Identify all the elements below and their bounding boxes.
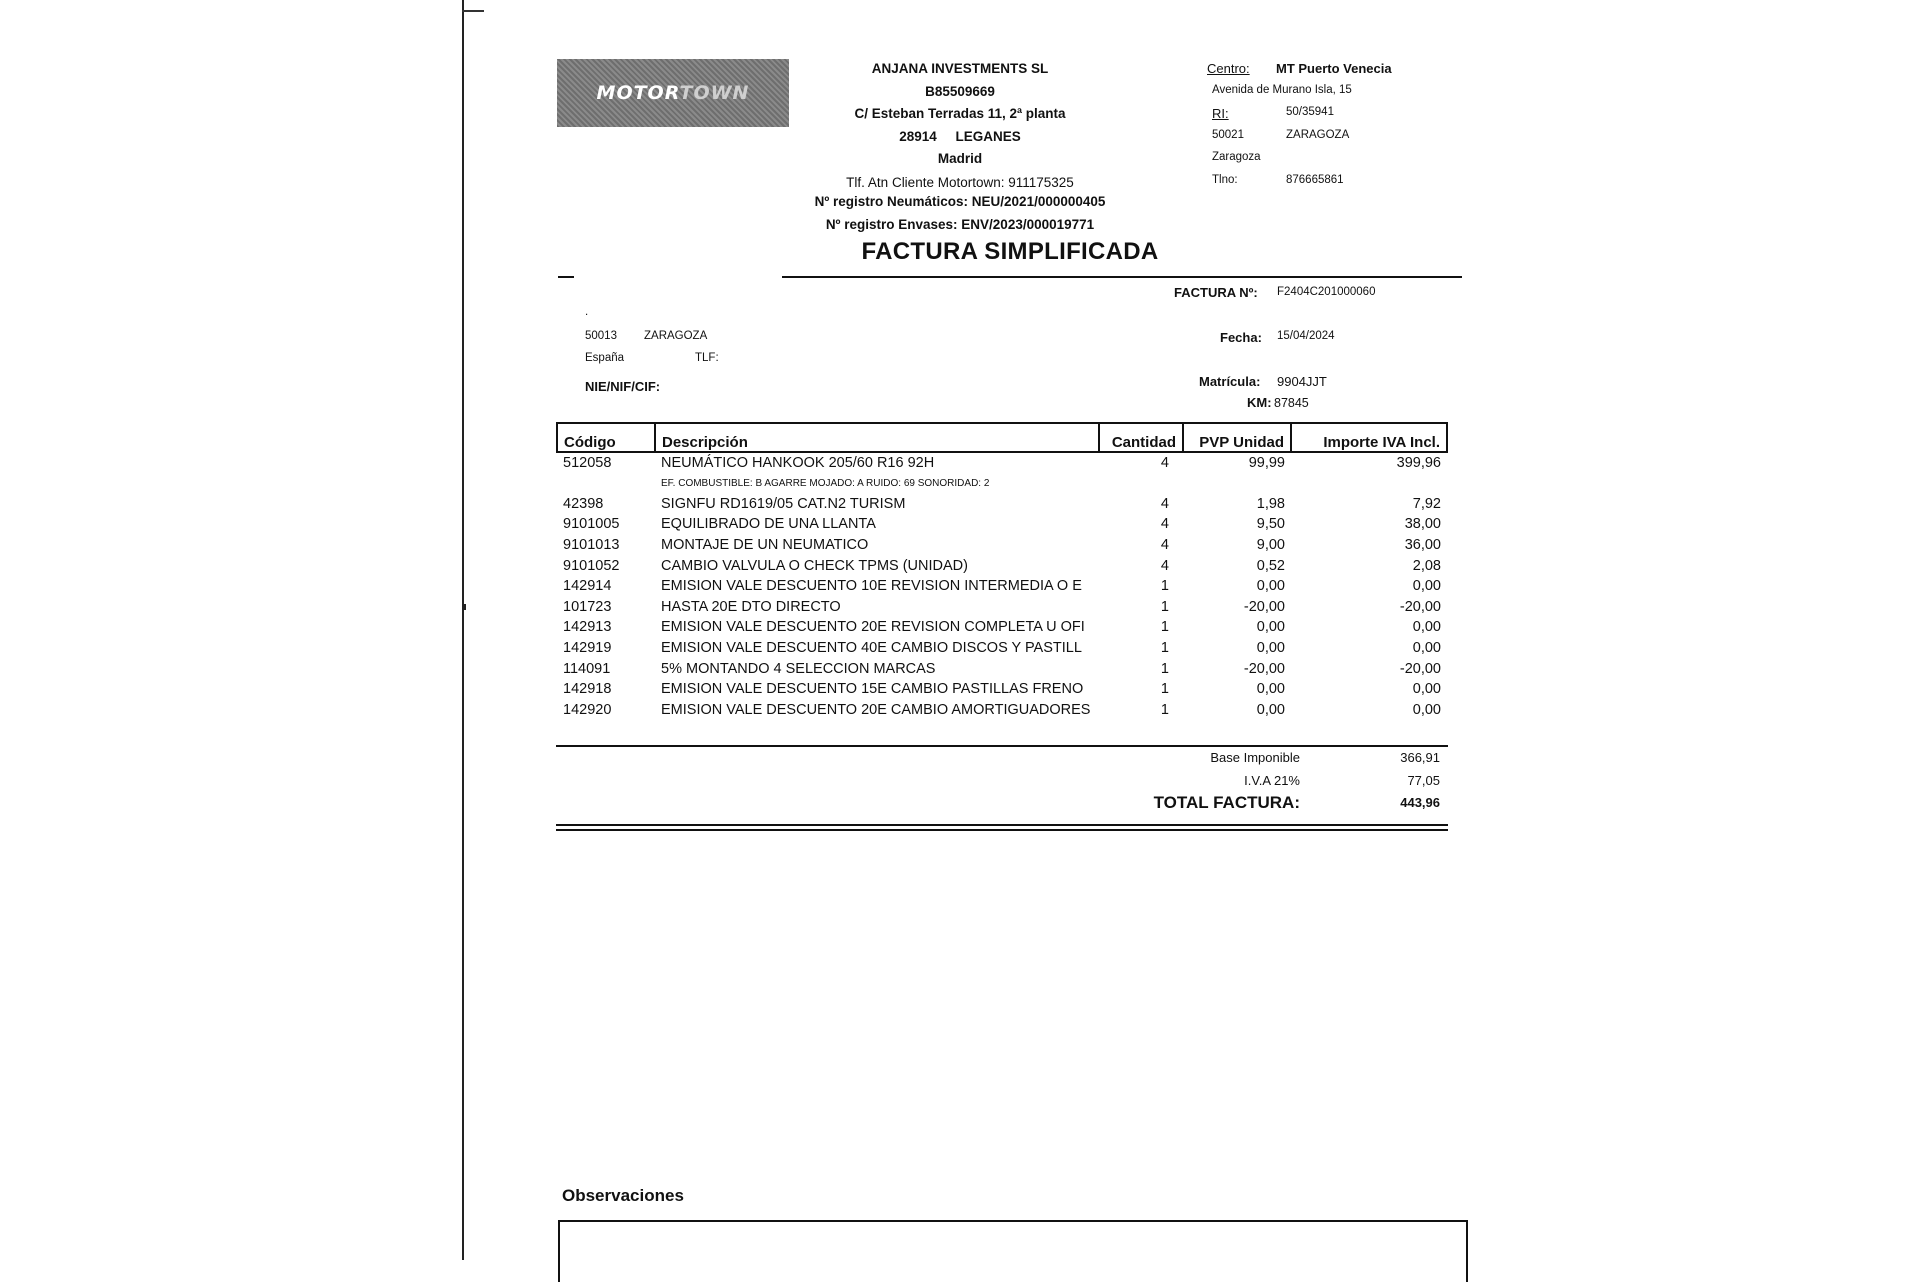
centre-ri-value: 50/35941 (1286, 106, 1334, 118)
centre-address: Avenida de Murano Isla, 15 (1212, 84, 1352, 96)
cell-code: 42398 (563, 495, 604, 512)
cell-quantity: 1 (1160, 578, 1169, 595)
cell-description: EMISION VALE DESCUENTO 20E REVISION COMPLETA U OFI (661, 619, 1085, 636)
tyre-registry: Nº registro Neumáticos: NEU/2021/000000405 (814, 194, 1106, 209)
cell-code (557, 474, 655, 494)
cell-code: 142919 (563, 640, 612, 657)
plate-label: Matrícula: (1199, 374, 1261, 389)
cell-code: 9101013 (563, 537, 620, 554)
cell-description: EQUILIBRADO DE UNA LLANTA (661, 516, 876, 533)
cell-quantity: 1 (1160, 619, 1169, 636)
customer-postal-code: 50013 (585, 330, 617, 342)
packaging-registry: Nº registro Envases: ENV/2023/000019771 (825, 217, 1095, 232)
company-phone: Tlf. Atn Cliente Motortown: 911175325 (846, 175, 1074, 190)
cell-quantity: 1 (1160, 681, 1169, 698)
table-row (557, 679, 1447, 700)
cell-quantity: 4 (1160, 557, 1169, 574)
cell-amount: 0,00 (1412, 681, 1441, 698)
table-header-row (557, 423, 1447, 452)
title-rule (782, 276, 1462, 278)
cell-description: EMISION VALE DESCUENTO 20E CAMBIO AMORTIGUADORES (661, 701, 1091, 718)
cell-unit-price: 0,00 (1256, 640, 1285, 657)
totals-rule (556, 745, 1448, 747)
cell-code: 114091 (563, 660, 611, 677)
cell-code: 142914 (563, 578, 612, 595)
cell-amount: 36,00 (1404, 537, 1441, 554)
motortown-logo (557, 59, 789, 127)
cell-quantity: 1 (1160, 660, 1169, 677)
customer-id-label: NIE/NIF/CIF: (585, 379, 661, 394)
cell-description: 5% MONTANDO 4 SELECCION MARCAS (661, 660, 936, 677)
cell-quantity: 1 (1160, 598, 1169, 615)
company-city-line: 28914 LEGANES (899, 129, 1021, 144)
plate-value: 9904JJT (1277, 374, 1327, 389)
centre-ri-label: RI: (1212, 106, 1229, 121)
invoice-date: 15/04/2024 (1277, 330, 1335, 342)
table-row (557, 597, 1447, 618)
table-body (557, 452, 1447, 720)
cell-quantity: 4 (1160, 495, 1169, 512)
cell-description: EMISION VALE DESCUENTO 10E REVISION INTERMEDIA O E (661, 578, 1082, 595)
cell-description: EF. COMBUSTIBLE: B AGARRE MOJADO: A RUIDO: 69 SONORIDAD: 2 (661, 478, 990, 490)
centre-postal-code: 50021 (1212, 129, 1244, 141)
customer-city: ZARAGOZA (644, 330, 708, 342)
cell-amount: -20,00 (1399, 660, 1441, 677)
table-row (557, 494, 1447, 515)
title-rule-left (558, 276, 574, 278)
invoice-number-label: FACTURA Nº: (1174, 285, 1258, 300)
cell-unit-price: 99,99 (1248, 455, 1285, 472)
table-row-detail (557, 474, 1447, 494)
cell-unit-price: 0,00 (1256, 681, 1285, 698)
cell-quantity: 1 (1160, 640, 1169, 657)
cell-description: NEUMÁTICO HANKOOK 205/60 R16 92H (661, 455, 935, 472)
cell-quantity: 4 (1160, 455, 1169, 472)
cell-amount: 0,00 (1412, 640, 1441, 657)
table-row (557, 617, 1447, 638)
vat-value: 77,05 (1407, 773, 1440, 788)
cell-amount: 0,00 (1412, 619, 1441, 636)
cell-description: EMISION VALE DESCUENTO 40E CAMBIO DISCOS Y PASTILL (661, 640, 1082, 657)
total-rule-2 (556, 829, 1448, 831)
cell-description: CAMBIO VALVULA O CHECK TPMS (UNIDAD) (661, 557, 968, 574)
centre-phone-label: Tlno: (1212, 174, 1238, 186)
centre-city: ZARAGOZA (1286, 129, 1350, 141)
document-title: FACTURA SIMPLIFICADA (861, 238, 1159, 265)
cell-unit-price: 0,00 (1256, 578, 1285, 595)
items-table (556, 422, 1448, 720)
base-label: Base Imponible (1210, 750, 1300, 765)
scan-margin-line (462, 0, 464, 1260)
centre-name: MT Puerto Venecia (1276, 61, 1392, 76)
cell-unit-price: 9,00 (1256, 537, 1285, 554)
cell-unit-price: -20,00 (1243, 598, 1285, 615)
cell-description: HASTA 20E DTO DIRECTO (661, 598, 841, 615)
cell-amount: 38,00 (1404, 516, 1441, 533)
cell-quantity (1099, 474, 1183, 494)
total-label: TOTAL FACTURA: (1153, 793, 1300, 812)
header-quantity: Cantidad (1099, 423, 1183, 452)
date-label: Fecha: (1220, 330, 1262, 345)
customer-name-dot: . (585, 306, 589, 318)
total-rule-1 (556, 824, 1448, 826)
customer-phone-label: TLF: (695, 352, 719, 364)
cell-amount (1291, 474, 1447, 494)
centre-phone: 876665861 (1286, 174, 1344, 186)
cell-description: EMISION VALE DESCUENTO 15E CAMBIO PASTILLAS FRENO (661, 681, 1084, 698)
cell-unit-price (1183, 474, 1291, 494)
cell-code: 142918 (563, 681, 612, 698)
centre-label: Centro: (1207, 61, 1250, 76)
scan-dot-mark (462, 604, 466, 610)
company-province: Madrid (937, 151, 983, 166)
total-value: 443,96 (1400, 795, 1440, 810)
header-description: Descripción (655, 423, 1099, 452)
cell-unit-price: 9,50 (1256, 516, 1285, 533)
cell-amount: 0,00 (1412, 578, 1441, 595)
table-row (557, 535, 1447, 556)
vat-label: I.V.A 21% (1244, 773, 1300, 788)
customer-country: España (585, 352, 625, 364)
cell-code: 9101052 (563, 557, 620, 574)
invoice-number: F2404C201000060 (1277, 286, 1376, 298)
cell-amount: 2,08 (1412, 557, 1441, 574)
table-row (557, 700, 1447, 721)
km-value: 87845 (1274, 396, 1309, 410)
cell-quantity: 4 (1160, 516, 1169, 533)
cell-unit-price: 0,00 (1256, 701, 1285, 718)
logo-text: MOTORTOWN (596, 82, 750, 104)
table-row (557, 576, 1447, 597)
table-row (557, 514, 1447, 535)
cell-code: 101723 (563, 598, 612, 615)
company-street: C/ Esteban Terradas 11, 2ª planta (854, 106, 1066, 121)
table-row (557, 555, 1447, 576)
company-cif: B85509669 (925, 84, 995, 99)
cell-code: 512058 (563, 455, 612, 472)
company-name: ANJANA INVESTMENTS SL (871, 61, 1049, 76)
km-label: KM: (1247, 395, 1272, 410)
cell-description: MONTAJE DE UN NEUMATICO (661, 537, 869, 554)
cell-code: 142913 (563, 619, 612, 636)
cell-code: 9101005 (563, 516, 620, 533)
cell-quantity: 4 (1160, 537, 1169, 554)
cell-amount: 399,96 (1396, 455, 1441, 472)
cell-amount: -20,00 (1399, 598, 1441, 615)
header-amount: Importe IVA Incl. (1291, 423, 1447, 452)
observations-title: Observaciones (562, 1186, 684, 1205)
cell-unit-price: 0,52 (1256, 557, 1285, 574)
cell-unit-price: 0,00 (1256, 619, 1285, 636)
cell-code: 142920 (563, 701, 612, 718)
scan-corner-mark (462, 10, 484, 12)
header-unit-price: PVP Unidad (1183, 423, 1291, 452)
table-row (557, 452, 1447, 474)
cell-quantity: 1 (1160, 701, 1169, 718)
cell-unit-price: -20,00 (1243, 660, 1285, 677)
cell-description: SIGNFU RD1619/05 CAT.N2 TURISM (661, 495, 906, 512)
header-code: Código (557, 423, 655, 452)
table-row (557, 638, 1447, 659)
cell-unit-price: 1,98 (1256, 495, 1285, 512)
base-value: 366,91 (1400, 750, 1440, 765)
centre-province: Zaragoza (1212, 151, 1261, 163)
table-row (557, 658, 1447, 679)
cell-amount: 0,00 (1412, 701, 1441, 718)
cell-amount: 7,92 (1412, 495, 1441, 512)
observations-box (558, 1220, 1468, 1282)
